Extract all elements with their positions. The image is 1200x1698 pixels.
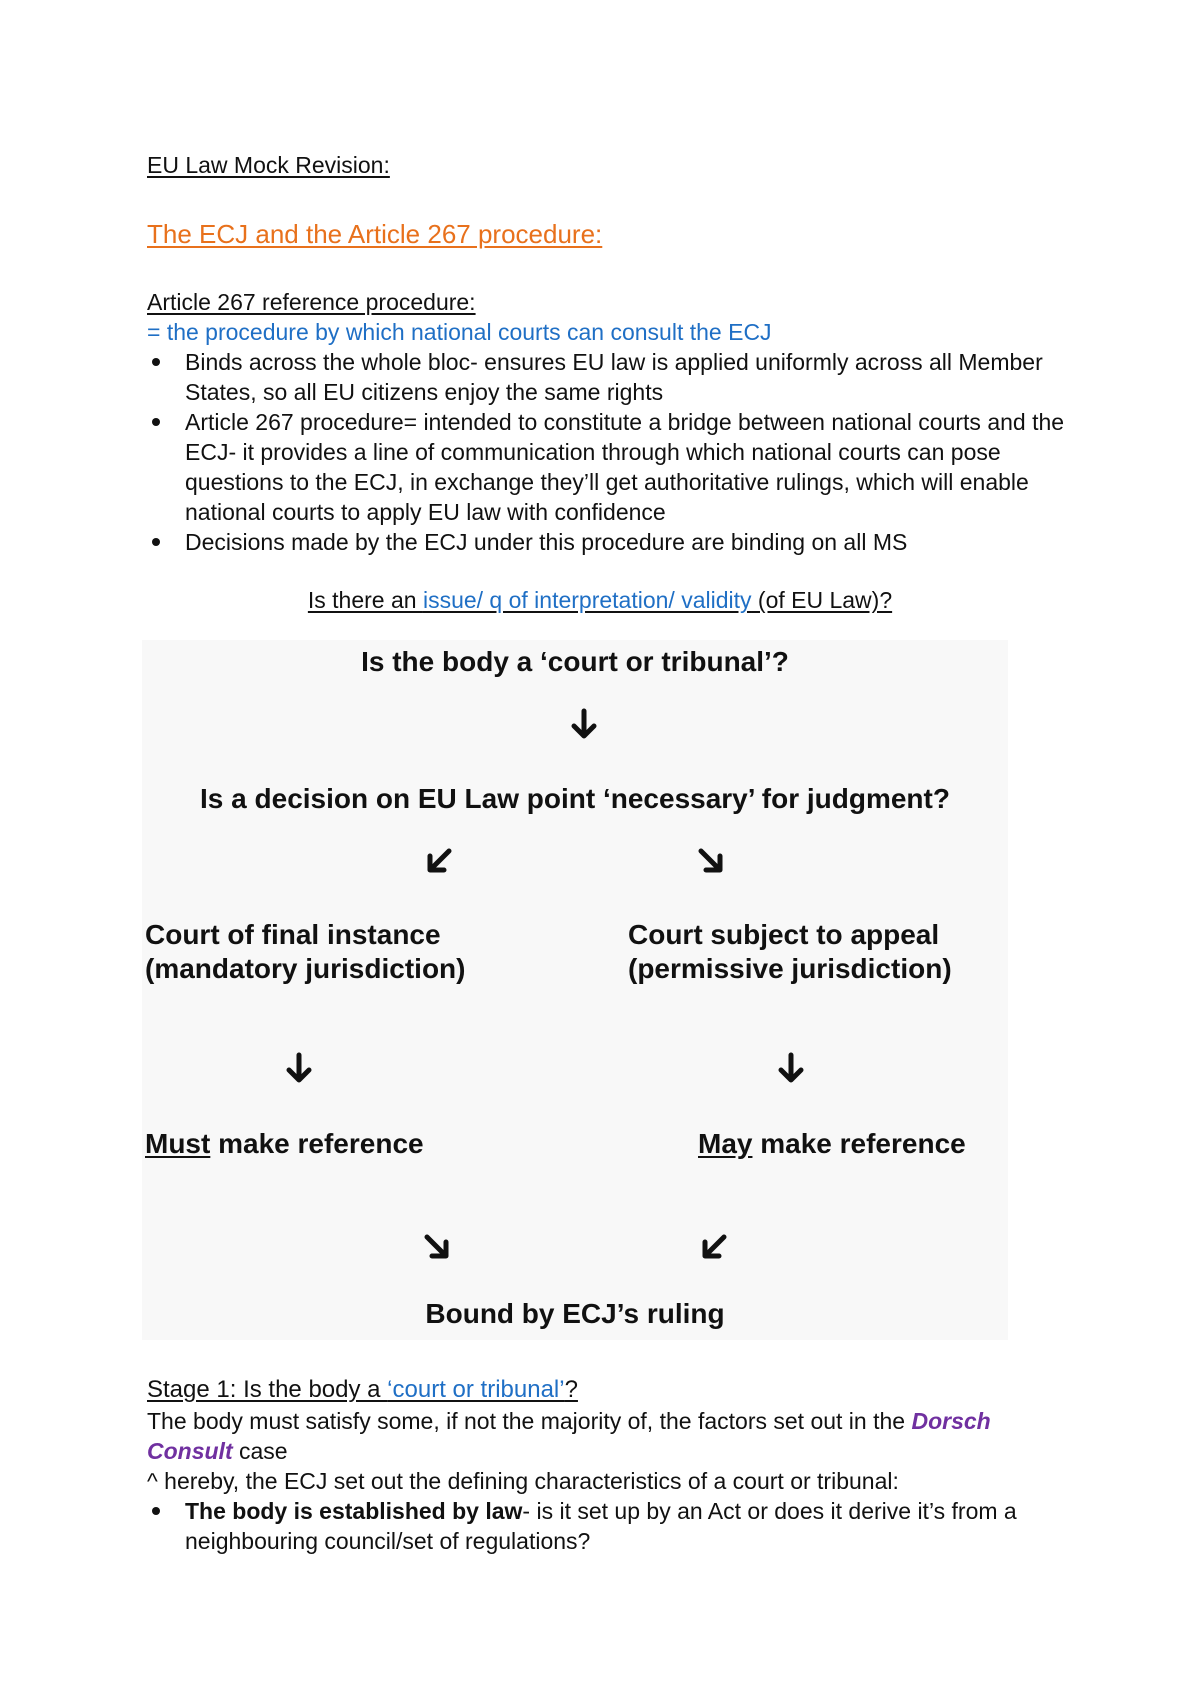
list-item: Binds across the whole bloc- ensures EU law is applied uniformly across all Member States, so all EU citizens enjoy the same rights <box>147 347 1077 407</box>
stage-1-bullets <box>147 1496 1077 1556</box>
section-heading: The ECJ and the Article 267 procedure: <box>147 219 603 249</box>
dorsch-line-suffix: case <box>232 1438 288 1464</box>
article-267-block <box>147 287 1077 557</box>
permissive-jurisdiction-label: (permissive jurisdiction) <box>628 953 952 984</box>
flow-must-make-reference <box>145 1127 424 1161</box>
dorsch-line-prefix: The body must satisfy some, if not the majority of, the factors set out in the <box>147 1408 912 1434</box>
may-label: May <box>698 1128 753 1159</box>
stage-1-heading-suffix: ? <box>564 1376 578 1403</box>
may-reference-label: make reference <box>752 1128 966 1159</box>
article-267-flowchart <box>142 640 1008 1340</box>
question-link: issue/ q of interpretation/ validity <box>422 587 752 613</box>
question-suffix: (of EU Law)? <box>751 587 893 613</box>
arrow-down-icon <box>282 1052 316 1086</box>
arrow-down-right-icon <box>694 844 728 878</box>
stage-1-section <box>147 1374 1077 1556</box>
dorsch-consult-case: Dorsch Consult <box>147 1408 991 1464</box>
must-reference-label: make reference <box>210 1128 424 1159</box>
question-prefix: Is there an <box>307 587 423 613</box>
arrow-down-icon <box>567 708 601 742</box>
final-instance-label: Court of final instance <box>145 919 441 950</box>
arrow-down-icon <box>774 1052 808 1086</box>
list-item: Decisions made by the ECJ under this procedure are binding on all MS <box>147 527 1077 557</box>
list-item <box>147 1496 1077 1556</box>
mandatory-jurisdiction-label: (mandatory jurisdiction) <box>145 953 466 984</box>
flow-question-necessary: Is a decision on EU Law point ‘necessary’ for judgment? <box>200 783 950 814</box>
stage-1-heading <box>147 1374 1077 1406</box>
subject-to-appeal-label: Court subject to appeal <box>628 919 940 950</box>
stage-1-heading-prefix: Stage 1: Is the body a <box>147 1376 388 1403</box>
established-by-law-label: The body is established by law <box>185 1498 523 1524</box>
document-title: EU Law Mock Revision: <box>147 152 390 178</box>
flow-subject-to-appeal <box>628 918 952 986</box>
stage-1-heading-link: ‘court or tribunal’ <box>387 1376 565 1403</box>
flow-outcome: Bound by ECJ’s ruling <box>425 1298 725 1329</box>
stage-1-characteristics-line: ^ hereby, the ECJ set out the defining characteristics of a court or tribunal: <box>147 1468 899 1494</box>
article-267-definition: = the procedure by which national courts can consult the ECJ <box>147 319 772 345</box>
must-label: Must <box>145 1128 211 1159</box>
list-item: Article 267 procedure= intended to constitute a bridge between national courts and the ECJ- it provides a line of communication through which national courts can pose questions to the ECJ, in exchange they’ll get authoritative rulings, which will enable national courts to apply EU law with confidence <box>147 407 1077 527</box>
article-267-heading: Article 267 reference procedure: <box>147 289 476 315</box>
flow-may-make-reference <box>698 1127 966 1161</box>
flow-question-court-or-tribunal: Is the body a ‘court or tribunal’? <box>361 646 789 677</box>
arrow-down-right-icon <box>420 1230 454 1264</box>
arrow-down-left-icon <box>422 844 456 878</box>
flow-final-instance <box>145 918 465 986</box>
article-267-bullets <box>147 347 1077 557</box>
arrow-down-left-icon <box>697 1230 731 1264</box>
interpretation-question <box>0 585 1200 615</box>
established-by-law-detail: - is it set up by an Act or does it derive it’s from a neighbouring council/set of regulations? <box>185 1498 1017 1554</box>
stage-1-dorsch-line <box>147 1406 1077 1466</box>
